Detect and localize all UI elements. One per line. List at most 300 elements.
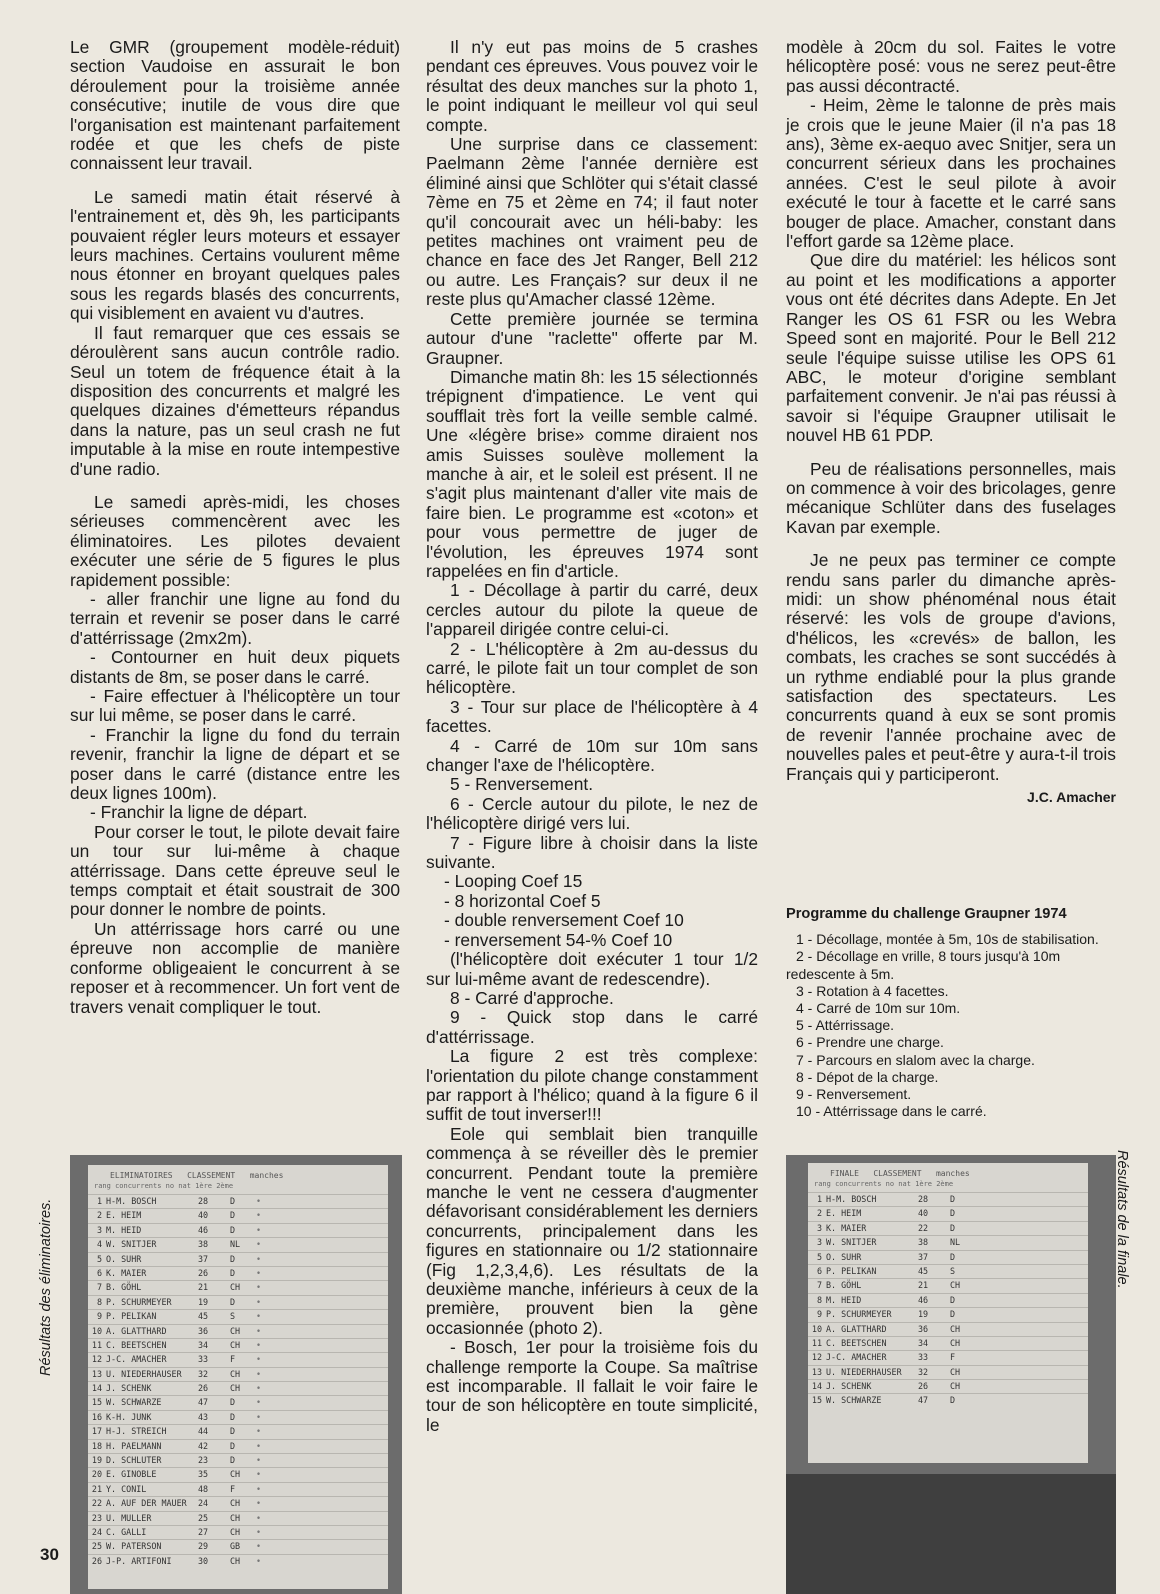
board-mark	[976, 1366, 1006, 1379]
board-row	[808, 1235, 1088, 1249]
board-number: 34	[198, 1339, 209, 1350]
board-rank: 8	[816, 1294, 822, 1305]
board-rank: 24	[91, 1526, 102, 1537]
board-number: 30	[198, 1555, 209, 1566]
board-competitor: H-J. STREICH	[106, 1426, 167, 1437]
board-mark: •	[256, 1555, 262, 1566]
board-nation: D	[230, 1455, 236, 1466]
board-row	[88, 1352, 388, 1366]
paragraph: - Heim, 2ème le talonne de près mais je crois que le jeune Maier (il n'a pas 18 ans), 3ème ex-aequo avec Snitjer, sera un concurrent sérieux dans les prochaines années. C'est le seul pilote à avoir exécuté le tour à facette et le carré sans bouger de place. Amacher, constant dans l'effort garde sa 12ème place.	[786, 95, 1116, 252]
board-classement: CLASSEMENT	[873, 1169, 922, 1178]
board-number: 26	[198, 1383, 209, 1394]
board-row	[88, 1208, 388, 1222]
article-column-2	[426, 38, 758, 1435]
programme-item: 7 - Parcours en slalom avec la charge.	[796, 1051, 1035, 1068]
board-row	[88, 1324, 388, 1338]
board-mark: •	[256, 1498, 262, 1509]
board-rank: 3	[816, 1237, 822, 1248]
paragraph: La figure 2 est très complexe: l'orientation du pilote change constamment par rapport à l'hélico; quand à la figure 6 il suffit de tout inverser!!!	[426, 1046, 758, 1125]
board-number: 28	[918, 1194, 929, 1204]
author-signature: J.C. Amacher	[1027, 789, 1116, 806]
board-competitor: W. PATERSON	[106, 1541, 162, 1552]
board-mark: •	[256, 1397, 262, 1408]
board-number: 46	[198, 1224, 209, 1235]
board-mark	[976, 1308, 1006, 1321]
board-nation: D	[950, 1208, 956, 1219]
board-mark	[976, 1351, 1006, 1364]
programme-list	[786, 931, 1116, 1120]
programme-item: 8 - Dépot de la charge.	[796, 1068, 939, 1085]
board-number: 42	[198, 1440, 209, 1451]
board-competitor: K-H. JUNK	[106, 1411, 152, 1422]
board-number: 44	[198, 1426, 209, 1437]
board-row	[88, 1280, 388, 1294]
paragraph: Peu de réalisations personnelles, mais on commence à voir des bricolages, genre mécanique Schlüter dans des fuselages Kavan par exemple.	[786, 458, 1116, 537]
board-mark: •	[256, 1411, 262, 1422]
board-rank: 3	[816, 1222, 822, 1233]
list-item: 1 - Décollage à partir du carré, deux cercles autour du pilote la queue de l'appareil dirigée contre celui-ci.	[426, 580, 758, 640]
board-mark: •	[256, 1512, 262, 1523]
board-nation: CH	[230, 1526, 241, 1537]
board-competitor: W. SNITJER	[106, 1239, 157, 1250]
board-row	[88, 1367, 388, 1381]
board-number: 43	[198, 1411, 209, 1422]
board-mark: •	[256, 1253, 262, 1264]
board-nation: F	[950, 1352, 956, 1363]
board-number: 23	[198, 1455, 209, 1466]
board-rank: 11	[91, 1339, 102, 1350]
board-row	[88, 1237, 388, 1251]
board-nation: F	[230, 1483, 236, 1494]
board-row	[808, 1221, 1088, 1235]
board-rank: 4	[96, 1239, 102, 1250]
board-competitor: K. MAIER	[106, 1267, 147, 1278]
board-competitor: C. BEETSCHEN	[106, 1339, 167, 1350]
board-rank: 11	[811, 1337, 822, 1348]
programme-item: 10 - Attérrissage dans le carré.	[796, 1103, 987, 1120]
board-nation: D	[230, 1397, 236, 1408]
board-mark: •	[256, 1239, 262, 1250]
board-rank: 9	[816, 1309, 822, 1320]
photo-eliminatoires-board	[70, 1155, 402, 1594]
board-rank: 10	[811, 1323, 822, 1334]
board-competitor: H-M. BOSCH	[106, 1196, 157, 1206]
board-number: 45	[918, 1265, 929, 1276]
board-rank: 10	[91, 1325, 102, 1336]
paragraph: Le samedi matin était réservé à l'entrainement et, dès 9h, les participants pouvaient régler leurs moteurs et essayer leurs machines. Certains voulurent même nous étonner en broyant quelques pales sous les regards blasés des concurrents, qui visiblement en avaient vu d'autres.	[70, 186, 400, 324]
paragraph: Une surprise dans ce classement: Paelmann 2ème l'année dernière est éliminé ainsi que Schlöter qui s'était classé 7ème en 75 et 2ème en 74; il faut noter qu'il concourait avec un héli-baby: les petites machines ont vraiment peu de chance en face des Jet Ranger, Bell 212 ou autre. Les Français? sur deux il ne reste plus qu'Amacher classé 12ème.	[426, 134, 758, 310]
board-mark	[976, 1337, 1006, 1350]
board-rank: 15	[811, 1395, 822, 1406]
paragraph: Je ne peux pas terminer ce compte rendu sans parler du dimanche après-midi: un show phénoménal nous était réservé: les vols de groupe d'avions, d'hélicos, les «crevés» de ballon, les combats, les craches se sont succédés à un rythme endiablé pour la plus grande satisfaction des spectateurs. Les concurrents quand à eux se sont promis de revenir l'année prochaine avec de nouvelles pales et peut-être y aura-t-il trois Français qui y participeront.	[786, 550, 1116, 784]
board-number: 28	[198, 1196, 209, 1206]
board-competitor: H-M. BOSCH	[826, 1194, 877, 1204]
list-item: 3 - Tour sur place de l'hélicoptère à 4 facettes.	[426, 696, 758, 737]
board-nation: GB	[230, 1541, 241, 1552]
board-number: 33	[918, 1352, 929, 1363]
board-number: 40	[918, 1208, 929, 1219]
board-nation: D	[950, 1251, 956, 1262]
board-header	[88, 1165, 388, 1182]
board-rank: 12	[811, 1352, 822, 1363]
board-row	[808, 1307, 1088, 1321]
board-rows	[88, 1194, 388, 1568]
board-nation: CH	[230, 1512, 241, 1523]
article-column-3	[786, 38, 1116, 807]
board-competitor: P. SCHURMEYER	[826, 1309, 892, 1320]
board-row	[808, 1365, 1088, 1379]
programme-item: 5 - Attérrissage.	[796, 1017, 895, 1034]
board-row	[88, 1410, 388, 1424]
board-nation: D	[950, 1309, 956, 1320]
board-rank: 17	[91, 1426, 102, 1437]
board-nation: CH	[950, 1366, 961, 1377]
list-item: - renversement 54-% Coef 10	[444, 929, 673, 950]
paragraph: Cette première journée se termina autour d'une "raclette" offerte par M. Graupner.	[426, 308, 758, 368]
paragraph: Le samedi après-midi, les choses sérieuses commencèrent avec les éliminatoires. Les pilotes devaient exécuter une série de 5 figures le plus rapidement possible:	[70, 491, 400, 590]
paragraph: Il n'y eut pas moins de 5 crashes pendant ces épreuves. Vous pouvez voir le résultat des deux manches sur la photo 1, le point indiquant le meilleur vol qui seul compte.	[426, 37, 758, 135]
board-nation: D	[230, 1296, 236, 1307]
board-row	[88, 1309, 388, 1323]
board-number: 36	[198, 1325, 209, 1336]
board-row	[88, 1525, 388, 1539]
board-competitor: J. SCHENK	[106, 1383, 152, 1394]
board-rank: 22	[91, 1498, 102, 1509]
board-number: 48	[198, 1483, 209, 1494]
board-mark: •	[256, 1483, 262, 1494]
board-row	[808, 1293, 1088, 1307]
board-rank: 8	[96, 1296, 102, 1307]
board-manches: manches	[249, 1171, 284, 1180]
board-competitor: P. PELIKAN	[106, 1311, 157, 1322]
board-competitor: J-C. AMACHER	[826, 1352, 887, 1363]
board-mark: •	[256, 1354, 262, 1365]
board-mark	[976, 1207, 1006, 1220]
board-row	[88, 1223, 388, 1237]
results-board	[808, 1163, 1088, 1463]
board-mark: •	[256, 1368, 262, 1379]
board-competitor: J. SCHENK	[826, 1381, 872, 1392]
board-number: 37	[198, 1253, 209, 1264]
list-item: - Faire effectuer à l'hélicoptère un tour sur lui même, se poser dans le carré.	[70, 686, 400, 726]
board-row	[808, 1192, 1088, 1206]
board-competitor: O. SUHR	[106, 1253, 142, 1264]
board-competitor: E. GINOBLE	[106, 1469, 157, 1480]
board-mark: •	[256, 1210, 262, 1221]
board-nation: D	[230, 1267, 236, 1278]
board-number: 38	[918, 1237, 929, 1248]
board-mark: •	[256, 1296, 262, 1307]
board-mark	[976, 1323, 1006, 1336]
programme-item: 1 - Décollage, montée à 5m, 10s de stabilisation.	[796, 931, 1099, 948]
board-rank: 6	[96, 1267, 102, 1278]
board-mark: •	[256, 1526, 262, 1537]
board-mark: •	[256, 1469, 262, 1480]
board-competitor: B. GÖHL	[826, 1280, 862, 1291]
list-item: 5 - Renversement.	[450, 774, 594, 795]
board-row	[88, 1539, 388, 1553]
board-competitor: O. SUHR	[826, 1251, 862, 1262]
board-rank: 5	[96, 1253, 102, 1264]
board-mark	[976, 1394, 1006, 1407]
board-rank: 20	[91, 1469, 102, 1480]
board-number: 21	[918, 1280, 929, 1291]
board-nation: CH	[230, 1282, 241, 1293]
caption-eliminatoires: Résultats des éliminatoires.	[38, 1198, 54, 1376]
board-mark: •	[256, 1196, 262, 1206]
board-row	[88, 1424, 388, 1438]
board-competitor: B. GÖHL	[106, 1282, 142, 1293]
board-rank: 21	[91, 1483, 102, 1494]
board-rank: 18	[91, 1440, 102, 1451]
board-subheader: rang concurrents no nat 1ère 2ème	[94, 1182, 234, 1190]
board-number: 29	[198, 1541, 209, 1552]
paragraph: Pour corser le tout, le pilote devait faire un tour sur lui-même à chaque attérrissage. Dans cette épreuve seul le temps comptait et était soustrait de 300 pour donner le nombre de points.	[70, 821, 400, 920]
board-competitor: M. HEID	[106, 1224, 142, 1235]
board-rows	[808, 1192, 1088, 1408]
board-row	[808, 1379, 1088, 1393]
board-rank: 13	[811, 1366, 822, 1377]
board-number: 26	[198, 1267, 209, 1278]
board-row	[88, 1467, 388, 1481]
board-rank: 19	[91, 1455, 102, 1466]
board-title: FINALE	[830, 1169, 859, 1178]
board-competitor: W. SNITJER	[826, 1237, 877, 1248]
board-competitor: W. SCHWARZE	[826, 1395, 882, 1406]
article-column-1	[70, 38, 400, 1017]
programme-title: Programme du challenge Graupner 1974	[786, 906, 1067, 922]
paragraph: - Bosch, 1er pour la troisième fois du challenge remporte la Coupe. Sa maîtrise est incomparable. Il fallait le voir faire le tour de son hélicoptère en toute simplicité, le	[426, 1337, 758, 1435]
board-row	[88, 1453, 388, 1467]
paragraph: Que dire du matériel: les hélicos sont au point et les modifications a apporter vous ont été décrites dans Adepte. En Jet Ranger les OS 61 FSR ou les Webra Speed sont en majorité. Pour le Bell 212 seule l'équipe suisse utilise les OPS 61 ABC, le moteur d'origine semblant parfaitement convenir. Je n'ai pas réussi à savoir si l'équipe Graupner utilisait le nouvel HB 61 PDP.	[786, 250, 1116, 446]
board-number: 37	[918, 1251, 929, 1262]
board-row	[808, 1350, 1088, 1364]
programme-item: 3 - Rotation à 4 facettes.	[796, 982, 949, 999]
board-nation: D	[230, 1210, 236, 1221]
board-competitor: C. BEETSCHEN	[826, 1337, 887, 1348]
board-nation: CH	[230, 1339, 241, 1350]
board-number: 22	[918, 1222, 929, 1233]
board-manches: manches	[935, 1169, 970, 1178]
board-mark: •	[256, 1541, 262, 1552]
programme-1974	[786, 906, 1116, 1120]
board-rank: 16	[91, 1411, 102, 1422]
list-item: 2 - L'hélicoptère à 2m au-dessus du carré, le pilote fait un tour complet de son hélicoptère.	[426, 638, 758, 698]
board-nation: CH	[230, 1383, 241, 1394]
list-item: - aller franchir une ligne au fond du terrain et revenir se poser dans le carré d'attérrissage (2mx2m).	[70, 588, 400, 648]
board-competitor: A. AUF DER MAUER	[106, 1498, 187, 1509]
list-item: - Contourner en huit deux piquets distants de 8m, se poser dans le carré.	[70, 647, 400, 687]
programme-item: 2 - Décollage en vrille, 8 tours jusqu'à 10m redescente à 5m.	[786, 948, 1061, 982]
board-nation: CH	[950, 1337, 961, 1348]
board-rank: 6	[816, 1265, 822, 1276]
board-number: 32	[198, 1368, 209, 1379]
paragraph: (l'hélicoptère doit exécuter 1 tour 1/2 sur lui-même avant de redescendre).	[426, 949, 758, 989]
board-rank: 26	[91, 1555, 102, 1566]
board-rank: 12	[91, 1354, 102, 1365]
board-rank: 7	[96, 1282, 102, 1293]
board-rank: 14	[811, 1381, 822, 1392]
board-number: 40	[198, 1210, 209, 1221]
board-nation: S	[230, 1311, 236, 1322]
board-rank: 7	[816, 1280, 822, 1291]
list-item: - Looping Coef 15	[444, 871, 583, 892]
board-mark: •	[256, 1339, 262, 1350]
board-number: 26	[918, 1381, 929, 1392]
board-mark	[976, 1265, 1006, 1278]
board-number: 38	[198, 1239, 209, 1250]
list-item: 7 - Figure libre à choisir dans la liste suivante.	[426, 832, 758, 873]
board-competitor: C. GALLI	[106, 1526, 147, 1537]
board-mark	[976, 1236, 1006, 1249]
page-number: 30	[40, 1545, 59, 1564]
list-item: 6 - Cercle autour du pilote, le nez de l'hélicoptère dirigé vers lui.	[426, 793, 758, 834]
board-subheader: rang concurrents no nat 1ère 2ème	[814, 1180, 954, 1188]
caption-finale: Résultats de la finale.	[1114, 1150, 1130, 1289]
list-item: 9 - Quick stop dans le carré d'attérrissage.	[426, 1007, 758, 1047]
photo-ground	[786, 1474, 1116, 1594]
board-nation: CH	[230, 1325, 241, 1336]
list-item: 4 - Carré de 10m sur 10m sans changer l'axe de l'hélicoptère.	[426, 735, 758, 776]
board-row	[88, 1395, 388, 1409]
board-competitor: P. SCHURMEYER	[106, 1296, 172, 1307]
board-nation: CH	[230, 1555, 241, 1566]
board-mark: •	[256, 1426, 262, 1437]
board-row	[88, 1496, 388, 1510]
board-nation: CH	[950, 1381, 961, 1392]
board-title: ELIMINATOIRES	[110, 1171, 173, 1180]
board-nation: D	[950, 1395, 956, 1406]
board-row	[808, 1278, 1088, 1292]
board-classement: CLASSEMENT	[187, 1171, 236, 1180]
board-nation: D	[230, 1440, 236, 1451]
board-competitor: E. HEIM	[106, 1210, 142, 1221]
board-competitor: U. NIEDERHAUSER	[826, 1366, 902, 1377]
board-row	[88, 1554, 388, 1568]
board-row	[808, 1322, 1088, 1336]
board-competitor: P. PELIKAN	[826, 1265, 877, 1276]
board-nation: D	[230, 1411, 236, 1422]
board-number: 19	[198, 1296, 209, 1307]
board-mark: •	[256, 1311, 262, 1322]
board-number: 36	[918, 1323, 929, 1334]
board-row	[88, 1381, 388, 1395]
board-rank: 25	[91, 1541, 102, 1552]
paragraph: Dimanche matin 8h: les 15 sélectionnés trépignent d'impatience. Le vent qui soufflait très fort la veille semble calmé. Une «légère brise» comme diraient nos amis Suisses soulève mollement la manche à air, et le soleil est présent. Il ne s'agit plus maintenant d'aller vite mais de faire bien. Le programme est «coton» et pour vous permettre de juger de l'évolution, les épreuves 1974 sont rappelées en fin d'article.	[426, 366, 758, 581]
board-number: 27	[198, 1526, 209, 1537]
board-nation: CH	[230, 1498, 241, 1509]
board-number: 25	[198, 1512, 209, 1523]
board-nation: CH	[230, 1368, 241, 1379]
board-competitor: K. MAIER	[826, 1222, 867, 1233]
board-rank: 5	[816, 1251, 822, 1262]
board-competitor: J-C. AMACHER	[106, 1354, 167, 1365]
paragraph: Il faut remarquer que ces essais se déroulèrent sans aucun contrôle radio. Seul un totem de fréquence était à la disposition des concurrents et malgré les quelques dizaines d'émetteurs répandus dans la nature, pas un seul crash ne fut imputable à la mise en route intempestive d'une radio.	[70, 322, 400, 479]
board-rank: 23	[91, 1512, 102, 1523]
results-board	[88, 1165, 388, 1589]
board-rank: 2	[816, 1208, 822, 1219]
board-rank: 13	[91, 1368, 102, 1379]
board-mark	[976, 1294, 1006, 1307]
board-number: 19	[918, 1309, 929, 1320]
board-nation: D	[230, 1253, 236, 1264]
board-row	[808, 1264, 1088, 1278]
board-mark: •	[256, 1267, 262, 1278]
board-mark: •	[256, 1325, 262, 1336]
board-row	[88, 1266, 388, 1280]
list-item: 8 - Carré d'approche.	[450, 987, 614, 1008]
paragraph: Un attérrissage hors carré ou une épreuve non accomplie de manière conforme obligeaient le concurrent à se reposer et à recommencer. Un fort vent de travers venait compliquer le tout.	[70, 918, 400, 1017]
board-mark: •	[256, 1383, 262, 1394]
list-item: - 8 horizontal Coef 5	[444, 890, 601, 911]
board-competitor: D. SCHLUTER	[106, 1455, 162, 1466]
board-number: 33	[198, 1354, 209, 1365]
board-row	[88, 1511, 388, 1525]
board-competitor: A. GLATTHARD	[106, 1325, 167, 1336]
board-nation: D	[230, 1224, 236, 1235]
board-rank: 1	[816, 1194, 822, 1204]
board-mark	[976, 1222, 1006, 1235]
list-item: - Franchir la ligne du fond du terrain revenir, franchir la ligne de départ et se poser dans le carré (distance entre les deux lignes 100m).	[70, 724, 400, 804]
paragraph: Eole qui semblait bien tranquille commença à se réveiller dès le premier concurrent. Pendant toute la première manche le vent ne cessera d'augmenter défavorisant considérablement les derniers concurrents, principalement dans les figures en stationnaire ou 1/2 stationnaire (Fig 1,2,3,4,6). Les résultats de la deuxième manche, inférieurs à ceux de la première, prouvent bien la gène occasionnée (photo 2).	[426, 1123, 758, 1338]
board-mark: •	[256, 1440, 262, 1451]
board-nation: F	[230, 1354, 236, 1365]
board-number: 35	[198, 1469, 209, 1480]
board-nation: CH	[950, 1280, 961, 1291]
programme-item: 4 - Carré de 10m sur 10m.	[796, 1000, 961, 1017]
board-mark	[976, 1251, 1006, 1264]
photo-finale-board	[786, 1155, 1116, 1594]
board-mark	[976, 1380, 1006, 1393]
board-competitor: W. SCHWARZE	[106, 1397, 162, 1408]
board-nation: D	[230, 1426, 236, 1437]
board-row	[808, 1336, 1088, 1350]
board-row	[88, 1252, 388, 1266]
board-nation: S	[950, 1265, 956, 1276]
board-competitor: M. HEID	[826, 1294, 862, 1305]
programme-item: 6 - Prendre une charge.	[796, 1034, 944, 1051]
board-competitor: U. MULLER	[106, 1512, 152, 1523]
paragraph: modèle à 20cm du sol. Faites le votre hélicoptère posé: vous ne serez peut-être pas aussi décontracté.	[786, 37, 1116, 96]
board-mark: •	[256, 1224, 262, 1235]
board-number: 21	[198, 1282, 209, 1293]
board-mark: •	[256, 1455, 262, 1466]
paragraph: Le GMR (groupement modèle-réduit) section Vaudoise en assurait le bon déroulement pour la troisième année consécutive; inutile de vous dire que l'organisation est maintenant parfaitement rodée et que les chefs de piste connaissent leur travail.	[70, 37, 400, 174]
board-rank: 9	[96, 1311, 102, 1322]
board-row	[88, 1439, 388, 1453]
board-competitor: J-P. ARTIFONI	[106, 1555, 172, 1566]
board-rank: 2	[96, 1210, 102, 1221]
board-nation: NL	[230, 1239, 241, 1250]
board-competitor: Y. CONIL	[106, 1483, 147, 1494]
board-competitor: E. HEIM	[826, 1208, 862, 1219]
board-number: 47	[198, 1397, 209, 1408]
programme-item: 9 - Renversement.	[796, 1086, 912, 1103]
board-nation: D	[950, 1194, 956, 1204]
board-row	[88, 1295, 388, 1309]
board-number: 34	[918, 1337, 929, 1348]
board-row	[88, 1194, 388, 1208]
board-rank: 14	[91, 1383, 102, 1394]
board-mark: •	[256, 1282, 262, 1293]
board-row	[808, 1393, 1088, 1407]
board-nation: NL	[950, 1237, 961, 1248]
list-item: - Franchir la ligne de départ.	[90, 802, 308, 823]
board-nation: D	[230, 1196, 236, 1206]
board-nation: CH	[950, 1323, 961, 1334]
board-header	[808, 1163, 1088, 1180]
board-competitor: H. PAELMANN	[106, 1440, 162, 1451]
